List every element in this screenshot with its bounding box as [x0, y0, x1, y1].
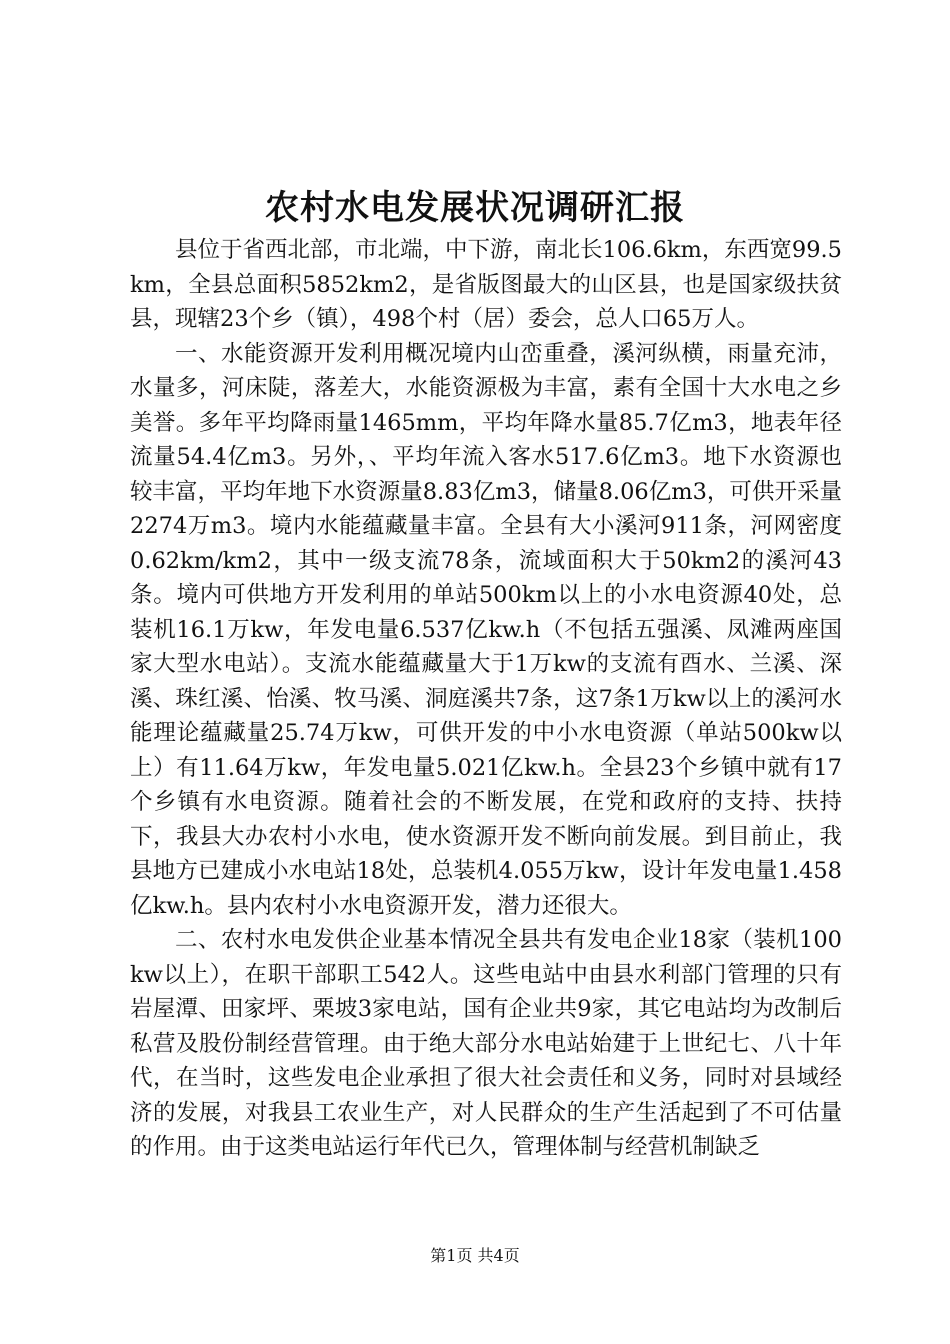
paragraph-intro: 县位于省西北部，市北端，中下游，南北长106.6km，东西宽99.5km，全县总面积5852km2，是省版图最大的山区县，也是国家级扶贫县，现辖23个乡（镇），498个村（居）委会，总人口65万人。 — [130, 237, 842, 332]
paragraph-section-1: 一、水能资源开发利用概况境内山峦重叠，溪河纵横，雨量充沛，水量多，河床陡，落差大，水能资源极为丰富，素有全国十大水电之乡美誉。多年平均降雨量1465mm，平均年降水量85.7亿m3，地表年径流量54.4亿m3。另外，、平均年流入客水517.6亿m3。地下水资源也较丰富，平均年地下水资源量8.83亿m3，储量8.06亿m3，可供开采量2274万m3。境内水能蕴藏量丰富。全县有大小溪河911条，河网密度0.62km/km2，其中一级支流78条，流域面积大于50km2的溪河43条。境内可供地方开发利用的单站500km以上的小水电资源40处，总装机16.1万kw，年发电量6.537亿kw.h（不包括五强溪、凤滩两座国家大型水电站）。支流水能蕴藏量大于1万kw的支流有酉水、兰溪、深溪、珠红溪、怡溪、牧马溪、洞庭溪共7条，这7条1万kw以上的溪河水能理论蕴藏量25.74万kw，可供开发的中小水电资源（单站500kw以上）有11.64万kw，年发电量5.021亿kw.h。全县23个乡镇中就有17个乡镇有水电资源。随着社会的不断发展，在党和政府的支持、扶持下，我县大办农村小水电，使水资源开发不断向前发展。到目前止，我县地方已建成小水电站18处，总装机4.055万kw，设计年发电量1.458亿kw.h。县内农村小水电资源开发，潜力还很大。 — [130, 340, 842, 919]
document-title: 农村水电发展状况调研汇报 — [265, 188, 685, 228]
paragraph-section-2: 二、农村水电发供企业基本情况全县共有发电企业18家（装机100kw以上），在职干部职工542人。这些电站中由县水利部门管理的只有岩屋潭、田家坪、栗坡3家电站，国有企业共9家，其它电站均为改制后私营及股份制经营管理。由于绝大部分水电站始建于上世纪七、八十年代，在当时，这些发电企业承担了很大社会责任和义务，同时对县域经济的发展，对我县工农业生产，对人民群众的生产生活起到了不可估量的作用。由于这类电站运行年代已久，管理体制与经营机制缺乏 — [130, 927, 842, 1160]
document-body — [130, 233, 842, 1165]
page-footer: 第1页 共4页 — [430, 1246, 520, 1265]
